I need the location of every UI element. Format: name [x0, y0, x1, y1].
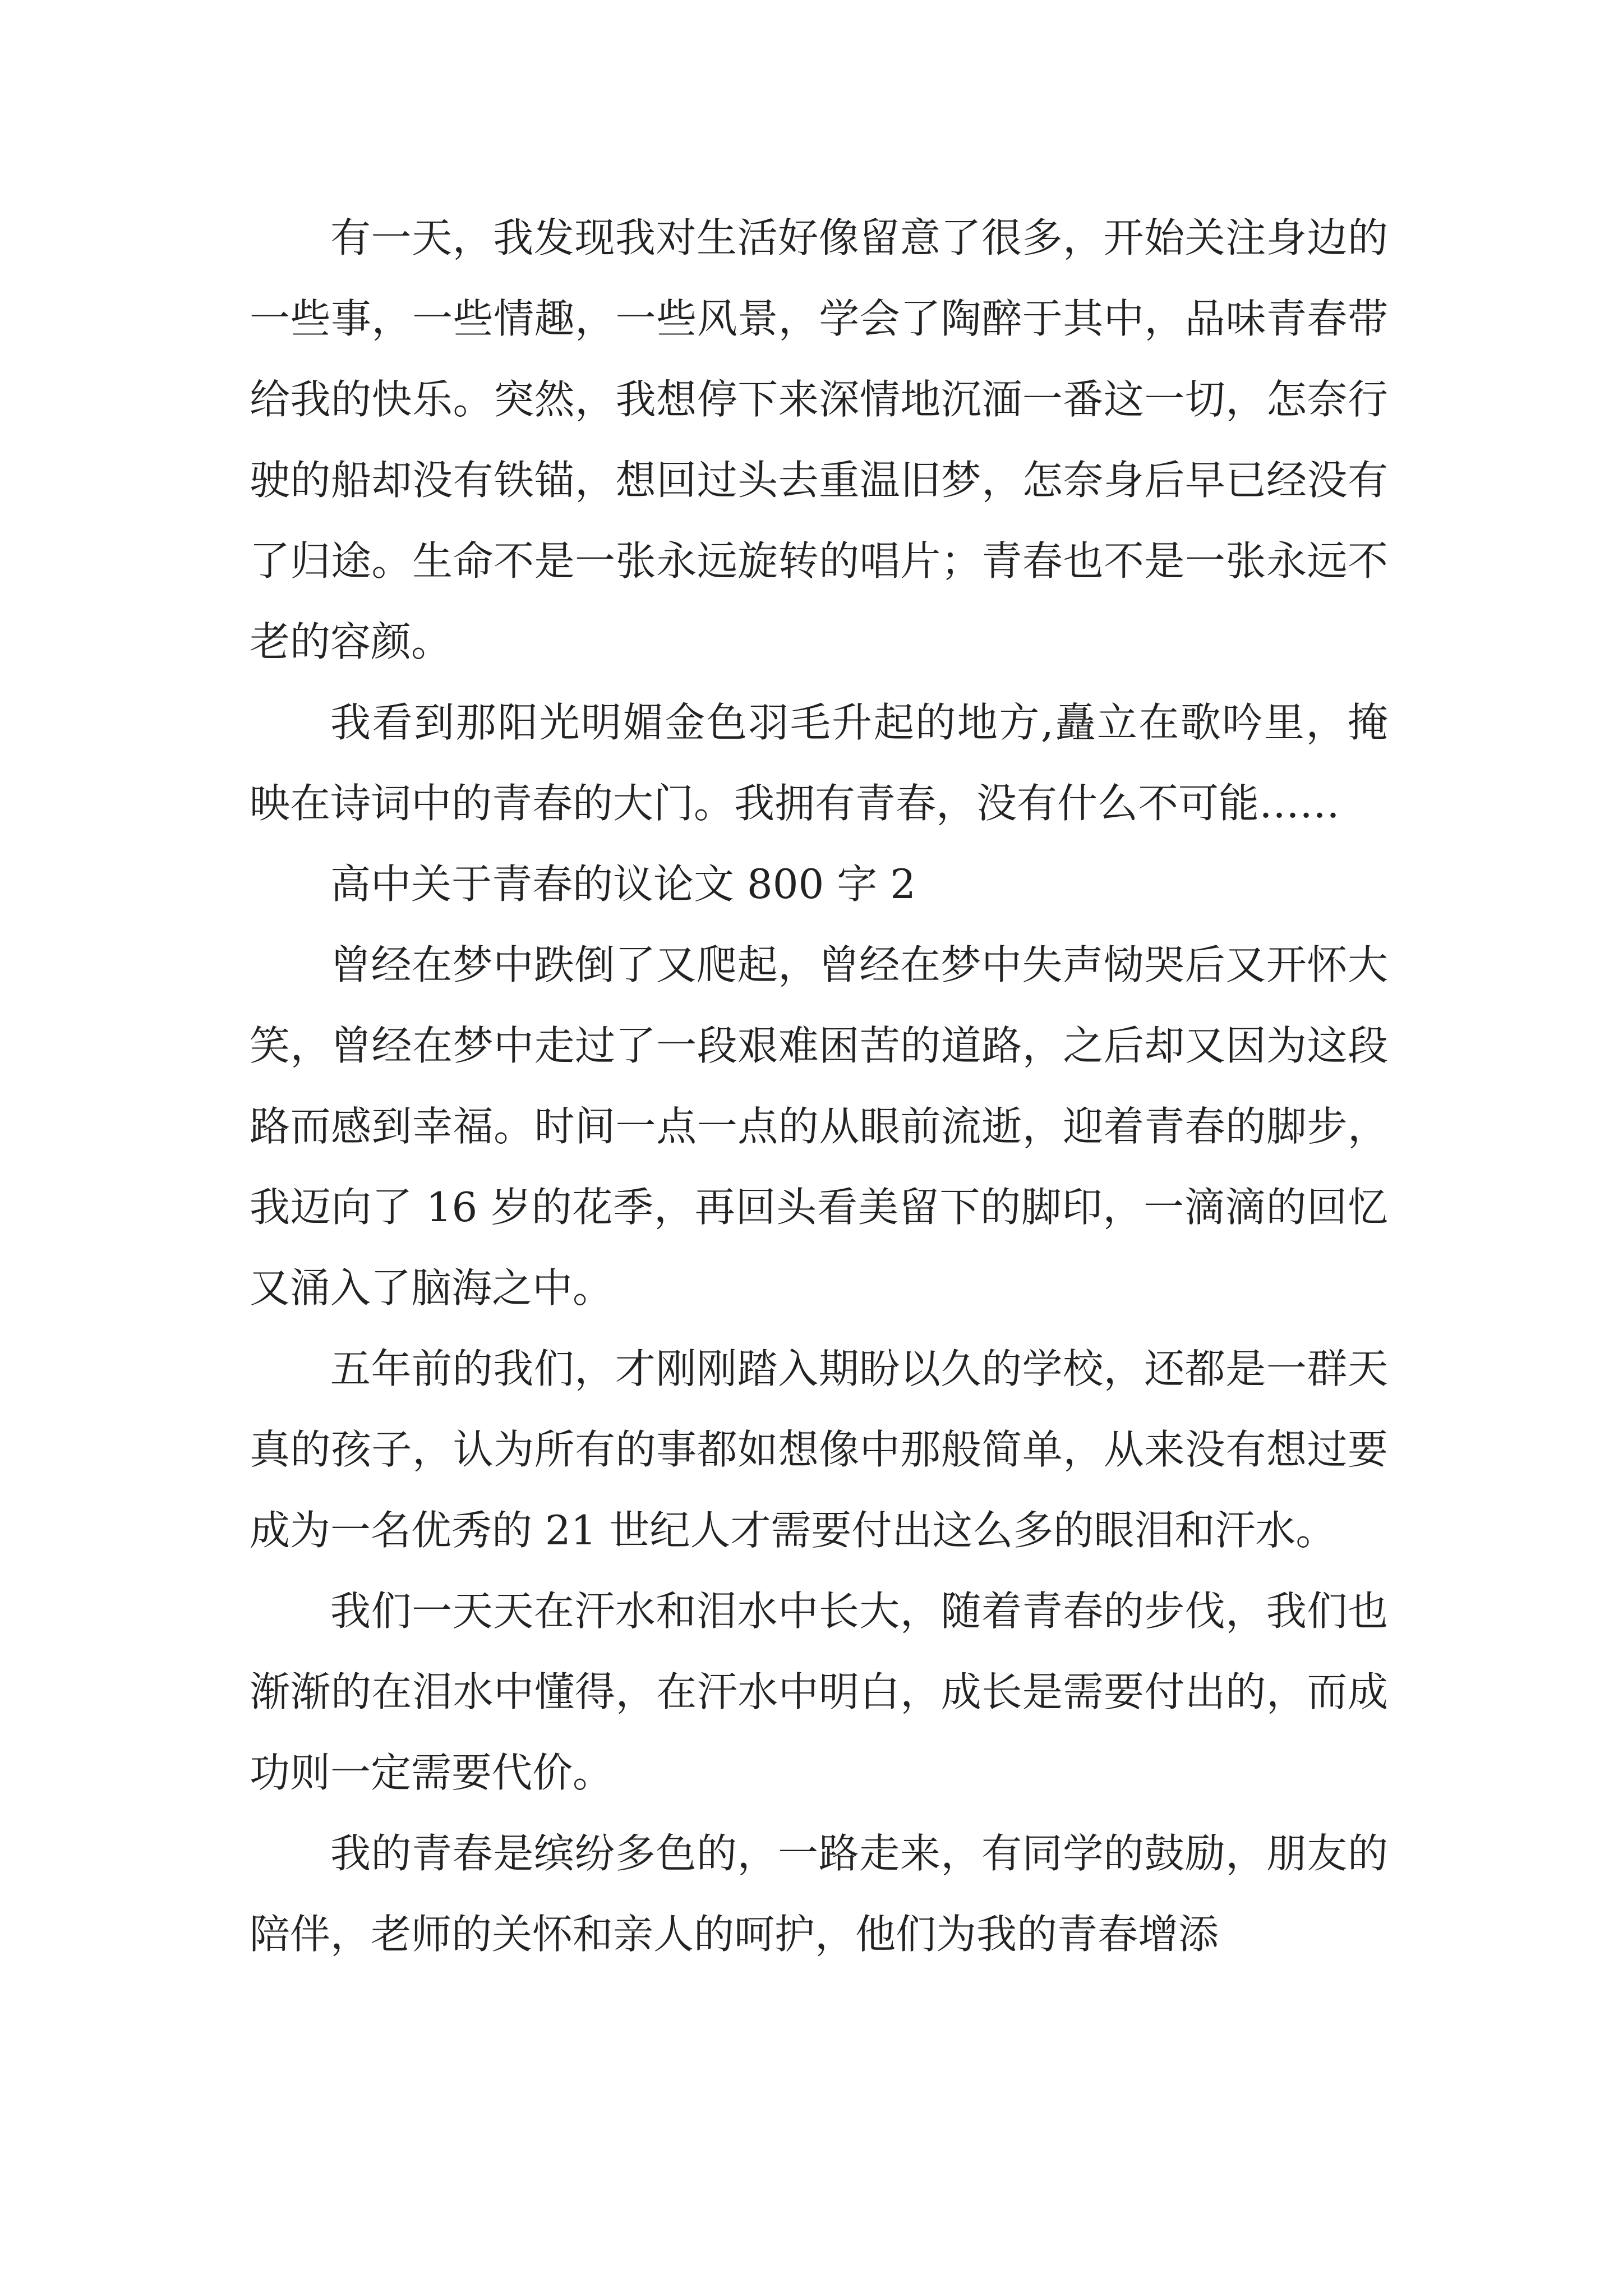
section-title: 高中关于青春的议论文 800 字 2: [330, 861, 916, 908]
section-paragraph-1: 曾经在梦中跌倒了又爬起，曾经在梦中失声恸哭后又开怀大笑，曾经在梦中走过了一段艰难困苦的道路，之后却又因为这段路而感到幸福。时间一点一点的从眼前流逝，迎着青春的脚步，我迈向了 16 岁的花季，再回头看美留下的脚印，一滴滴的回忆又涌入了脑海之中。: [250, 941, 1388, 1312]
paragraph-1: 有一天，我发现我对生活好像留意了很多，开始关注身边的一些事，一些情趣，一些风景，学会了陶醉于其中，品味青春带给我的快乐。突然，我想停下来深情地沉湎一番这一切，怎奈行驶的船却没有铁锚，想回过头去重温旧梦，怎奈身后早已经没有了归途。生命不是一张永远旋转的唱片；青春也不是一张永远不老的容颜。: [250, 214, 1388, 665]
section-paragraph-4: 我的青春是缤纷多色的，一路走来，有同学的鼓励，朋友的陪伴，老师的关怀和亲人的呵护，他们为我的青春增添: [250, 1830, 1388, 1958]
document-page: [250, 197, 1388, 1975]
paragraph-2: 我看到那阳光明媚金色羽毛升起的地方,矗立在歌吟里，掩映在诗词中的青春的大门。我拥有青春，没有什么不可能……: [250, 699, 1388, 827]
section-paragraph-2: 五年前的我们，才刚刚踏入期盼以久的学校，还都是一群天真的孩子，认为所有的事都如想像中那般简单，从来没有想过要成为一名优秀的 21 世纪人才需要付出这么多的眼泪和汗水。: [250, 1345, 1388, 1554]
section-paragraph-3: 我们一天天在汗水和泪水中长大，随着青春的步伐，我们也渐渐的在泪水中懂得，在汗水中明白，成长是需要付出的，而成功则一定需要代价。: [250, 1588, 1388, 1796]
